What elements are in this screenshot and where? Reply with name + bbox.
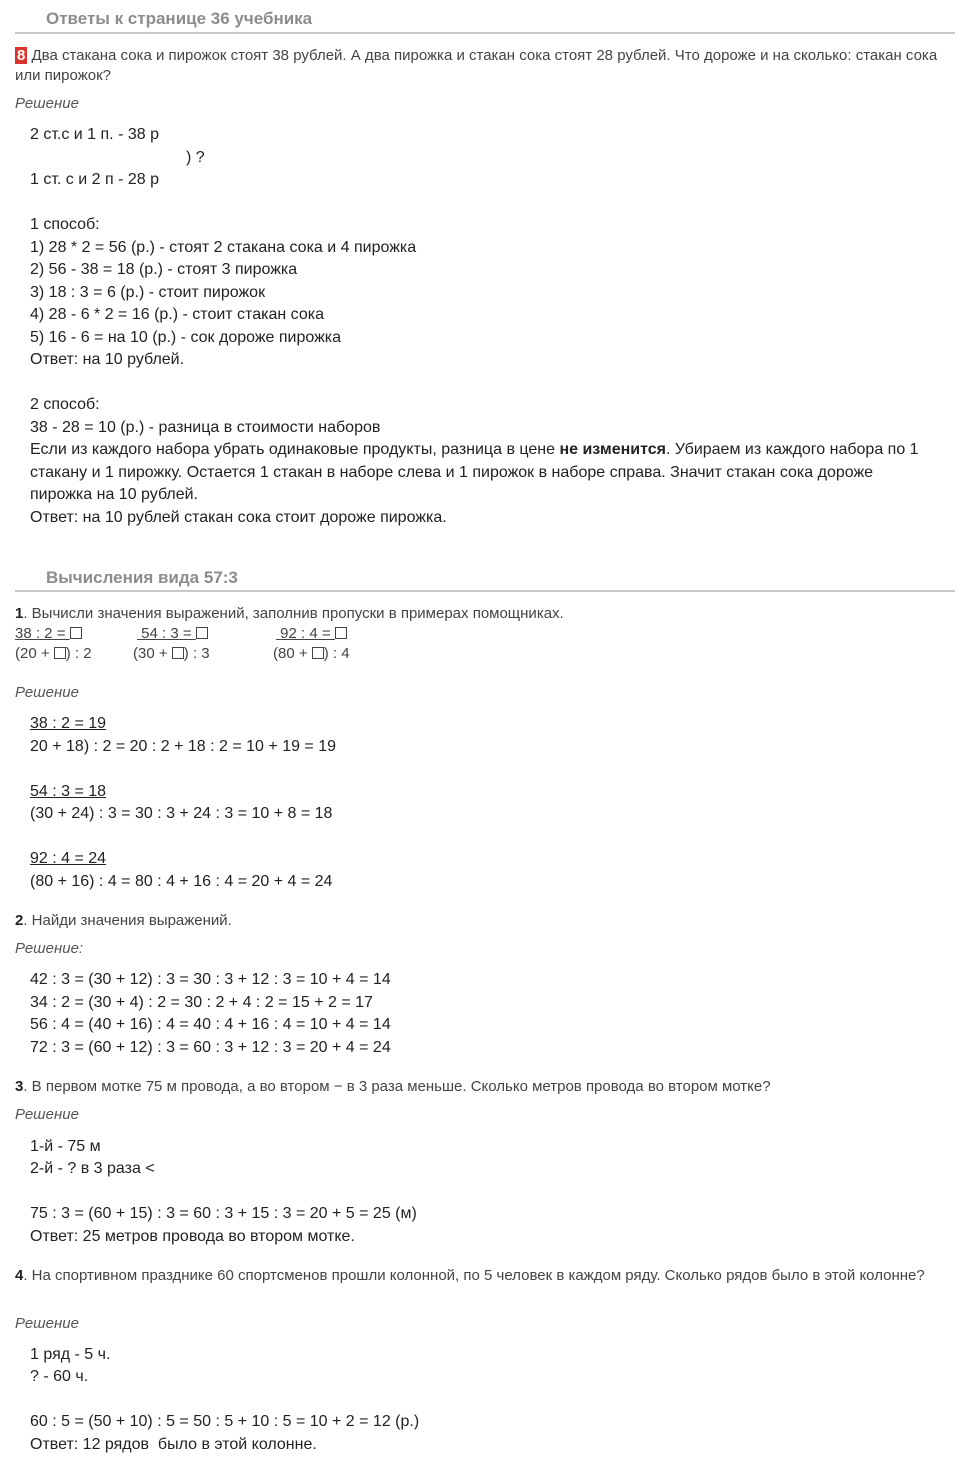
- solution-label: Решение: [15, 1315, 79, 1332]
- solution-line: 2 ст.с и 1 п. - 38 р: [30, 126, 159, 143]
- method-1-heading: 1 способ:: [30, 216, 100, 233]
- task-3-text: . В первом мотке 75 м провода, а во втором − в 3 раза меньше. Сколько метров провода во втором мотке?: [23, 1078, 771, 1095]
- example-3a: [276, 624, 347, 644]
- task-8-question: [15, 46, 945, 86]
- example-1a: [15, 624, 82, 644]
- task-4-text: . На спортивном празднике 60 спортсменов прошли колонной, по 5 человек в каждом ряду. Сколько рядов было в этой колонне?: [23, 1267, 925, 1284]
- solution-line: 72 : 3 = (60 + 12) : 3 = 60 : 3 + 12 : 3 = 20 + 4 = 24: [30, 1039, 391, 1056]
- method-2-heading: 2 способ:: [30, 396, 100, 413]
- task-number: 3: [15, 1078, 24, 1095]
- solution-label: Решение: [15, 95, 79, 112]
- answer-line: Ответ: 25 метров провода во втором мотке.: [30, 1228, 355, 1245]
- blank-box: [335, 627, 347, 639]
- solution-line: 34 : 2 = (30 + 4) : 2 = 30 : 2 + 4 : 2 = 15 + 2 = 17: [30, 994, 373, 1011]
- explanation-paragraph: [30, 439, 935, 507]
- example-text: 54 : 3 =: [141, 625, 196, 642]
- solution-line: 20 + 18) : 2 = 20 : 2 + 18 : 2 = 10 + 19 = 19: [30, 738, 337, 755]
- answer-line: Ответ: на 10 рублей стакан сока стоит дороже пирожка.: [30, 509, 447, 526]
- solution-line: (30 + 24) : 3 = 30 : 3 + 24 : 3 = 10 + 8 = 18: [30, 805, 333, 822]
- solution-line: 1-й - 75 м: [30, 1138, 101, 1155]
- solution-label: Решение: [15, 684, 79, 701]
- solution-label: Решение: [15, 1106, 79, 1123]
- solution-line: 2) 56 - 38 = 18 (р.) - стоят 3 пирожка: [30, 261, 298, 278]
- example-text: (30 +: [133, 645, 172, 662]
- example-2a: [137, 624, 208, 644]
- task-number: 1: [15, 605, 24, 622]
- example-text: ) : 3: [183, 645, 210, 662]
- solution-line: 42 : 3 = (30 + 12) : 3 = 30 : 3 + 12 : 3 = 10 + 4 = 14: [30, 971, 391, 988]
- solution-line: 5) 16 - 6 = на 10 (р.) - сок дороже пирожка: [30, 329, 342, 346]
- explanation-part: Если из каждого набора убрать одинаковые продукты, разница в цене: [30, 441, 560, 458]
- solution-line: ) ?: [186, 149, 205, 166]
- solution-line: 56 : 4 = (40 + 16) : 4 = 40 : 4 + 16 : 4 = 10 + 4 = 14: [30, 1016, 391, 1033]
- solution-line: 4) 28 - 6 * 2 = 16 (р.) - стоит стакан сока: [30, 306, 324, 323]
- task-1-text: . Вычисли значения выражений, заполнив пропуски в примерах помощниках.: [23, 605, 564, 622]
- example-text: (20 +: [15, 645, 54, 662]
- blank-box: [196, 627, 208, 639]
- answer-line: Ответ: 12 рядов было в этой колонне.: [30, 1436, 317, 1453]
- example-2b: [133, 644, 210, 664]
- task-number-badge: 8: [17, 47, 26, 64]
- blank-box: [172, 647, 184, 659]
- explanation-part: . Убираем из каждого набора по 1 стакану и 1 пирожку. Остается 1 стакан в наборе слева и 1 пирожок в наборе справа. Значит стакан сока дороже пирожка на 10 рублей.: [30, 441, 919, 503]
- task-number: 2: [15, 912, 24, 929]
- solution-line: 1 ст. с и 2 п - 28 р: [30, 171, 159, 188]
- solution-line: 38 - 28 = 10 (р.) - разница в стоимости наборов: [30, 419, 381, 436]
- task-4-question: [15, 1266, 945, 1286]
- task-3-question: [15, 1077, 945, 1097]
- solution-line: (80 + 16) : 4 = 80 : 4 + 16 : 4 = 20 + 4 = 24: [30, 873, 333, 890]
- solution-line: 75 : 3 = (60 + 15) : 3 = 60 : 3 + 15 : 3 = 20 + 5 = 25 (м): [30, 1205, 417, 1222]
- task-2-question: [15, 911, 945, 931]
- example-text: (80 +: [273, 645, 312, 662]
- section-title-57-3: Вычисления вида 57:3: [46, 568, 238, 587]
- example-text: ) : 4: [323, 645, 350, 662]
- solution-line: 60 : 5 = (50 + 10) : 5 = 50 : 5 + 10 : 5 = 10 + 2 = 12 (р.): [30, 1413, 420, 1430]
- example-text: ) : 2: [65, 645, 92, 662]
- blank-box: [312, 647, 324, 659]
- solution-line: 3) 18 : 3 = 6 (р.) - стоит пирожок: [30, 284, 266, 301]
- section-divider: [15, 590, 955, 592]
- solution-line: 2-й - ? в 3 раза <: [30, 1160, 155, 1177]
- answer-line: Ответ: на 10 рублей.: [30, 351, 185, 368]
- solution-line: 1) 28 * 2 = 56 (р.) - стоят 2 стакана сока и 4 пирожка: [30, 239, 417, 256]
- task-number: 4: [15, 1267, 24, 1284]
- example-3b: [273, 644, 350, 664]
- section-title-page36: Ответы к странице 36 учебника: [46, 9, 313, 28]
- solution-line: 92 : 4 = 24: [30, 850, 107, 867]
- solution-line: ? - 60 ч.: [30, 1368, 89, 1385]
- task-2-text: . Найди значения выражений.: [23, 912, 232, 929]
- solution-line: 54 : 3 = 18: [30, 783, 107, 800]
- example-text: 92 : 4 =: [280, 625, 335, 642]
- solution-line: 1 ряд - 5 ч.: [30, 1346, 111, 1363]
- blank-box: [54, 647, 66, 659]
- task-1-question: [15, 604, 945, 624]
- solution-line: 38 : 2 = 19: [30, 715, 107, 732]
- solution-label: Решение:: [15, 940, 84, 957]
- explanation-bold: не изменится: [559, 441, 666, 458]
- example-text: 38 : 2 =: [15, 625, 70, 642]
- blank-box: [70, 627, 82, 639]
- task-8-text: Два стакана сока и пирожок стоят 38 рублей. А два пирожка и стакан сока стоят 28 рублей. Что дороже и на сколько: стакан сока или пирожок?: [15, 47, 938, 84]
- example-1b: [15, 644, 92, 664]
- section-divider: [15, 32, 955, 34]
